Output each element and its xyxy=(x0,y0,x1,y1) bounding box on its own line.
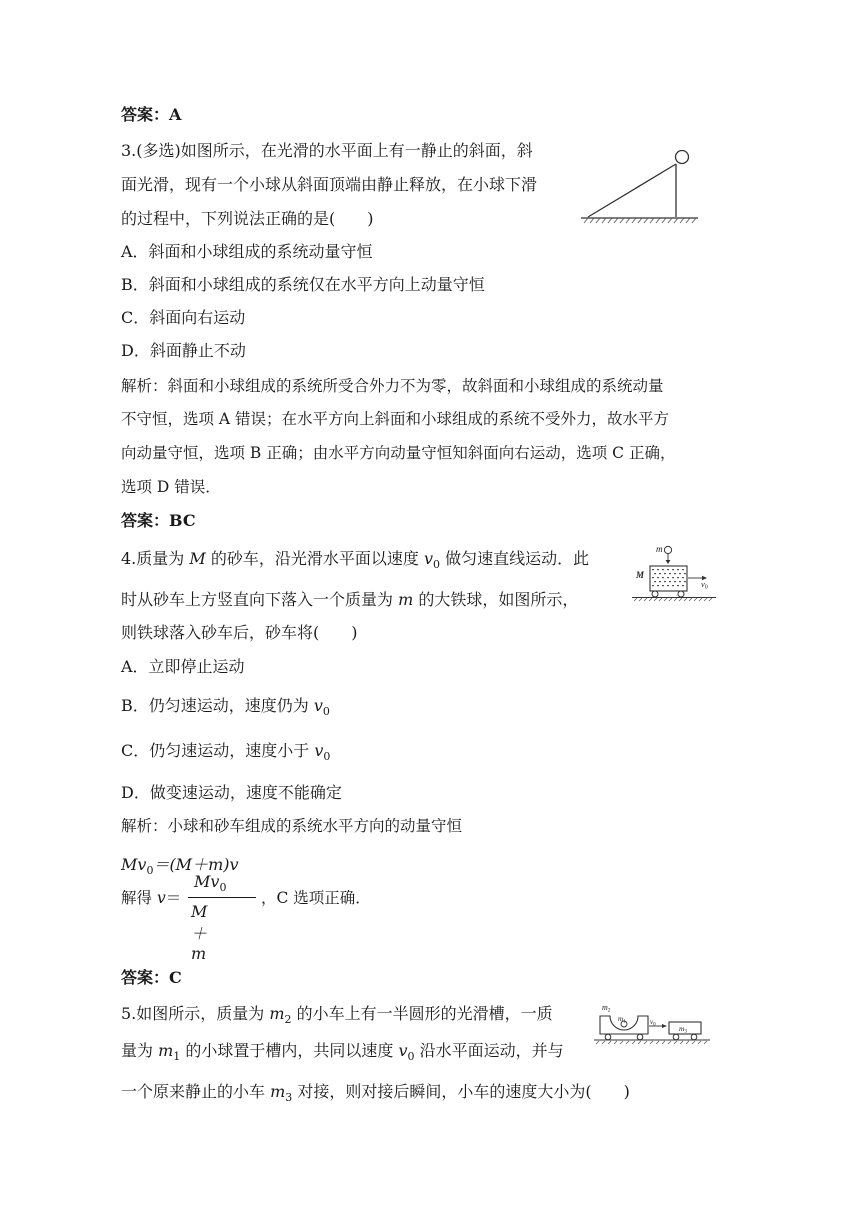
q3-stem-line1: 3.(多选)如图所示，在光滑的水平面上有一静止的斜面，斜 xyxy=(121,141,533,160)
fraction-numerator xyxy=(194,872,226,894)
q4-sub: 0 xyxy=(146,864,154,878)
q4-solution-suffix: ，C 选项正确． xyxy=(261,889,371,907)
q5-stem-line2 xyxy=(121,1040,564,1068)
fig-label-M: M xyxy=(636,570,645,580)
q5-text: 5.如图所示，质量为 xyxy=(121,1004,270,1023)
fig-v: v xyxy=(701,579,705,589)
q5-sub: 3 xyxy=(285,1091,293,1105)
q4-sub: 0 xyxy=(219,881,227,895)
q4-option-b xyxy=(121,695,330,723)
fig-v: v xyxy=(650,1018,654,1026)
q3-explanation-line1: 解析：斜面和小球组成的系统所受合外力不为零，故斜面和小球组成的系统动量 xyxy=(121,377,664,395)
fig-label-v0 xyxy=(701,579,708,591)
q3-option-d: D．斜面静止不动 xyxy=(121,341,246,360)
fig-sub: 1 xyxy=(623,1019,626,1025)
q4-sub: 0 xyxy=(322,705,330,719)
q5-text: 沿水平面运动，并与 xyxy=(414,1041,564,1060)
q3-option-c: C．斜面向右运动 xyxy=(121,308,246,327)
q4-sub: 0 xyxy=(323,750,331,764)
q4-solution-prefix xyxy=(121,886,181,908)
q4-option-b-text: B．仍匀速运动，速度仍为 xyxy=(121,696,314,715)
q4-var-v: v xyxy=(210,872,220,891)
q4-stem-line2 xyxy=(121,589,578,611)
incline-figure xyxy=(576,140,706,230)
fig-m: m xyxy=(679,1024,685,1033)
q5-var-m: m xyxy=(269,1004,285,1023)
q4-var-v: v xyxy=(229,855,239,874)
q5-text: 一个原来静止的小车 xyxy=(121,1082,271,1101)
q5-text: 的小球置于槽内，共同以速度 xyxy=(180,1041,399,1060)
q3-stem-line2: 面光滑，现有一个小球从斜面顶端由静止释放，在小球下滑 xyxy=(121,175,538,194)
q5-var-m: m xyxy=(158,1041,174,1060)
q5-stem-line3 xyxy=(121,1081,630,1109)
q4-var-v: v xyxy=(313,696,323,715)
q4-var-M: M xyxy=(189,549,206,568)
q4-var-M: M xyxy=(121,855,138,874)
q3-explanation-line3: 向动量守恒，选项 B 正确；由水平方向动量守恒知斜面向右运动，选项 C 正确， xyxy=(121,444,676,462)
q4-stem-line3: 则铁球落入砂车后，砂车将( ) xyxy=(121,623,358,642)
q4-var-v: v xyxy=(137,855,147,874)
q5-text: 的小车上有一半圆形的光滑槽，一质 xyxy=(291,1004,553,1023)
q5-sub: 1 xyxy=(173,1050,181,1064)
q4-text: 做匀速直线运动．此 xyxy=(439,549,590,568)
q4-explanation: 解析：小球和砂车组成的系统水平方向的动量守恒 xyxy=(121,817,463,835)
q4-option-c-text: C．仍匀速运动，速度小于 xyxy=(121,741,315,760)
q4-var-v: v xyxy=(314,741,324,760)
q4-option-d: D．做变速运动，速度不能确定 xyxy=(121,783,342,802)
q5-stem-line1 xyxy=(121,1003,553,1031)
fraction-denominator: M＋m xyxy=(191,902,208,963)
q3-option-b: B．斜面和小球组成的系统仅在水平方向上动量守恒 xyxy=(121,275,485,294)
q4-equals: ＝ xyxy=(165,889,182,907)
fig-m: m xyxy=(602,1003,608,1012)
fig-m: m xyxy=(618,1015,624,1023)
q3-explanation-line4: 选项 D 错误． xyxy=(121,478,221,496)
q3-option-a: A．斜面和小球组成的系统动量守恒 xyxy=(121,242,373,261)
q5-sub: 0 xyxy=(407,1050,415,1064)
q4-text: 的大铁球，如图所示， xyxy=(413,590,579,609)
q4-var-v: v xyxy=(156,889,166,907)
q5-var-v: v xyxy=(398,1041,408,1060)
fig-label-m: m xyxy=(656,544,663,554)
fig-label-m3 xyxy=(679,1024,687,1035)
q4-stem-line1 xyxy=(121,548,589,576)
q4-eq-rest: ＝(M＋m) xyxy=(153,855,230,874)
q4-option-c xyxy=(121,740,330,768)
q4-option-a: A．立即停止运动 xyxy=(121,657,245,676)
q4-text: 4.质量为 xyxy=(121,549,190,568)
sand-cart-figure xyxy=(628,540,718,604)
two-carts-figure xyxy=(592,998,712,1054)
fig-sub: 0 xyxy=(704,584,708,591)
fig-label-m2 xyxy=(602,1003,611,1014)
fig-sub: 0 xyxy=(653,1022,656,1028)
q4-text: 解得 xyxy=(121,889,157,907)
q4-text: 时从砂车上方竖直向下落入一个质量为 xyxy=(121,590,399,609)
fig-sub: 3 xyxy=(684,1029,687,1035)
q4-var-M: M xyxy=(194,872,211,891)
q3-explanation-line2: 不守恒，选项 A 错误；在水平方向上斜面和小球组成的系统不受外力，故水平方 xyxy=(121,410,670,428)
q4-text: 的砂车，沿光滑水平面以速度 xyxy=(205,549,424,568)
q2-answer: 答案：A xyxy=(121,105,182,124)
q3-stem-line3: 的过程中，下列说法正确的是( ) xyxy=(121,209,374,228)
fraction-bar xyxy=(188,897,256,898)
q4-var-m: m xyxy=(398,590,414,609)
q5-text: 量为 xyxy=(121,1041,159,1060)
q5-text: 对接，则对接后瞬间，小车的速度大小为( ) xyxy=(292,1082,630,1101)
q4-var-v: v xyxy=(423,549,433,568)
fig-sub: 2 xyxy=(607,1007,611,1014)
q3-answer: 答案：BC xyxy=(121,511,196,530)
q5-var-m: m xyxy=(270,1082,286,1101)
q4-answer: 答案：C xyxy=(121,968,182,987)
fig-label-m1 xyxy=(618,1015,626,1025)
q5-sub: 2 xyxy=(284,1013,292,1027)
q4-sub: 0 xyxy=(432,558,440,572)
